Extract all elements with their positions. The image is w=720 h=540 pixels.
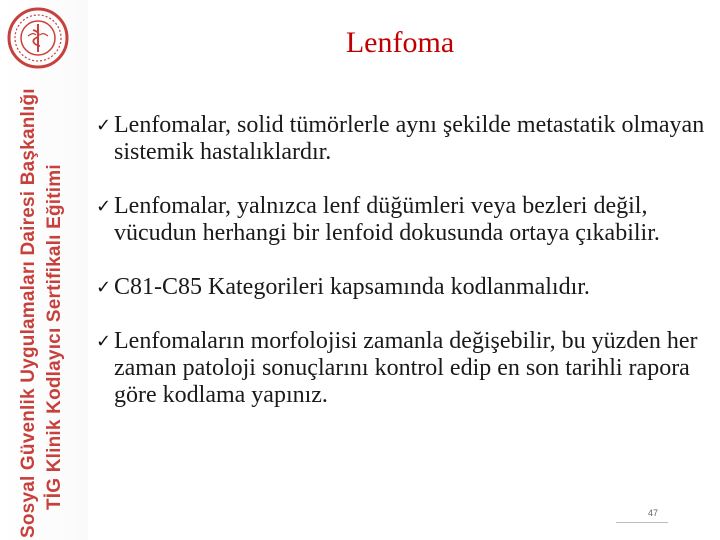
ministry-emblem-icon xyxy=(6,6,70,70)
bullet-item xyxy=(96,112,706,166)
bullet-item xyxy=(96,193,706,247)
bullet-item xyxy=(96,274,706,301)
bullet-text: C81-C85 Kategorileri kapsamında kodlanmalıdır. xyxy=(114,274,590,300)
checkmark-icon: ✓ xyxy=(96,331,112,352)
slide-title: Lenfoma xyxy=(345,26,455,59)
sidebar-line-1: Sosyal Güvenlik Uygulamaları Dairesi Başkanlığı xyxy=(18,88,39,538)
page-number-underline xyxy=(616,522,668,523)
bullet-text: Lenfomaların morfolojisi zamanla değişebilir, bu yüzden her zaman patoloji sonuçlarını kontrol edip en son tarihli rapora göre kodlama yapınız. xyxy=(114,328,698,408)
checkmark-icon: ✓ xyxy=(96,115,112,136)
bullet-text: Lenfomalar, solid tümörlerle aynı şekilde metastatik olmayan sistemik hastalıklardır. xyxy=(114,112,705,165)
bullet-item xyxy=(96,328,706,409)
page-number: 47 xyxy=(648,508,659,518)
bullet-text: Lenfomalar, yalnızca lenf düğümleri veya bezleri değil, vücudun herhangi bir lenfoid dokusunda ortaya çıkabilir. xyxy=(114,193,660,246)
bullet-list xyxy=(96,112,706,436)
sidebar-line-2: TİG Klinik Kodlayıcı Sertifikalı Eğitimi xyxy=(44,164,65,510)
checkmark-icon: ✓ xyxy=(96,196,112,217)
checkmark-icon: ✓ xyxy=(96,277,112,298)
sidebar xyxy=(0,0,88,540)
